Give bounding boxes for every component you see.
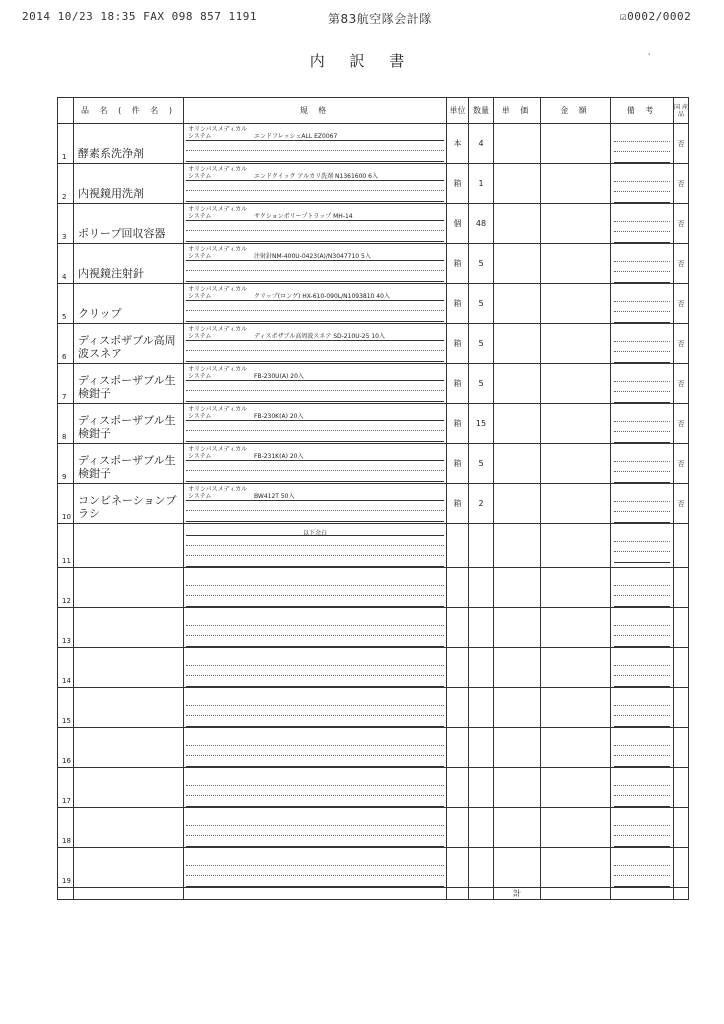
item-remarks	[611, 688, 674, 728]
item-remarks	[611, 244, 674, 284]
itemization-table	[57, 97, 689, 900]
item-domestic: 否	[674, 444, 689, 484]
item-qty: 15	[469, 404, 494, 444]
item-unit	[447, 608, 469, 648]
item-unit	[447, 768, 469, 808]
item-remarks	[611, 768, 674, 808]
item-unit-price	[494, 768, 541, 808]
item-unit-price	[494, 808, 541, 848]
item-unit: 箱	[447, 164, 469, 204]
item-spec	[184, 808, 447, 848]
item-name: ディスポーザブル生検鉗子	[74, 404, 184, 444]
item-qty: 5	[469, 364, 494, 404]
item-remarks	[611, 324, 674, 364]
item-amount	[541, 484, 611, 524]
table-row	[58, 164, 689, 204]
item-qty	[469, 808, 494, 848]
item-qty: 1	[469, 164, 494, 204]
item-remarks	[611, 524, 674, 568]
item-spec	[184, 244, 447, 284]
item-spec	[184, 568, 447, 608]
table-row	[58, 364, 689, 404]
row-number: 19	[58, 848, 74, 888]
row-number: 10	[58, 484, 74, 524]
spec-text: ディスポザブル高周波スネア SD-210U-25 10入	[254, 333, 385, 340]
maker-suffix: システム	[188, 453, 212, 460]
fax-header-sender: 第83航空隊会計隊	[328, 12, 432, 26]
item-spec	[184, 848, 447, 888]
item-unit-price	[494, 608, 541, 648]
row-number: 2	[58, 164, 74, 204]
item-amount	[541, 524, 611, 568]
table-row	[58, 568, 689, 608]
item-domestic	[674, 648, 689, 688]
item-spec	[184, 688, 447, 728]
item-name	[74, 848, 184, 888]
item-spec	[184, 484, 447, 524]
item-qty: 2	[469, 484, 494, 524]
item-spec	[184, 648, 447, 688]
item-spec	[184, 404, 447, 444]
item-unit	[447, 648, 469, 688]
item-remarks	[611, 808, 674, 848]
item-amount	[541, 688, 611, 728]
item-spec	[184, 124, 447, 164]
maker-suffix: システム	[188, 333, 212, 340]
item-domestic: 否	[674, 124, 689, 164]
maker-suffix: システム	[188, 413, 212, 420]
row-number: 17	[58, 768, 74, 808]
item-qty	[469, 848, 494, 888]
item-remarks	[611, 284, 674, 324]
maker-name: オリンパスメディカル	[188, 326, 248, 333]
col-unit: 単位	[447, 98, 469, 124]
item-qty: 5	[469, 324, 494, 364]
row-number: 12	[58, 568, 74, 608]
item-amount	[541, 728, 611, 768]
item-name: 内視鏡用洗剤	[74, 164, 184, 204]
item-unit: 本	[447, 124, 469, 164]
table-row	[58, 444, 689, 484]
item-qty: 48	[469, 204, 494, 244]
item-unit-price	[494, 484, 541, 524]
item-unit-price	[494, 568, 541, 608]
col-unit-price: 単 価	[494, 98, 541, 124]
item-domestic	[674, 728, 689, 768]
item-amount	[541, 284, 611, 324]
row-number	[58, 888, 74, 900]
item-unit-price	[494, 728, 541, 768]
total-row	[58, 888, 689, 900]
item-amount	[541, 164, 611, 204]
item-unit-price	[494, 404, 541, 444]
row-number: 18	[58, 808, 74, 848]
fax-header-left: 2014 10/23 18:35 FAX 098 857 1191	[22, 10, 258, 23]
row-number: 13	[58, 608, 74, 648]
spec-text: FB-231K(A) 20入	[254, 453, 304, 460]
item-spec	[184, 608, 447, 648]
item-domestic: 否	[674, 164, 689, 204]
item-name: ディスポザブル高周波スネア	[74, 324, 184, 364]
maker-name: オリンパスメディカル	[188, 286, 248, 293]
row-number: 9	[58, 444, 74, 484]
maker-suffix: システム	[188, 253, 212, 260]
maker-suffix: システム	[188, 493, 212, 500]
item-unit: 箱	[447, 404, 469, 444]
item-unit-price	[494, 688, 541, 728]
item-domestic: 否	[674, 404, 689, 444]
item-remarks	[611, 164, 674, 204]
item-domestic	[674, 808, 689, 848]
maker-name: オリンパスメディカル	[188, 126, 248, 133]
col-name: 品 名 ( 件 名 )	[74, 98, 184, 124]
spec-text: エンドクイック アルカリ洗剤 N1361600 6入	[254, 173, 378, 180]
item-qty	[469, 648, 494, 688]
col-qty: 数量	[469, 98, 494, 124]
item-unit	[447, 808, 469, 848]
col-spec: 規 格	[184, 98, 447, 124]
item-qty: 5	[469, 444, 494, 484]
item-unit-price	[494, 204, 541, 244]
row-number: 11	[58, 524, 74, 568]
item-remarks	[611, 444, 674, 484]
table-row	[58, 728, 689, 768]
header-row	[58, 98, 689, 124]
total-amount	[541, 888, 611, 900]
item-spec	[184, 524, 447, 568]
item-unit-price	[494, 284, 541, 324]
maker-suffix: システム	[188, 213, 212, 220]
maker-name: オリンパスメディカル	[188, 366, 248, 373]
item-qty	[469, 524, 494, 568]
spec-text: FB-230U(A) 20入	[254, 373, 304, 380]
maker-suffix: システム	[188, 293, 212, 300]
item-amount	[541, 244, 611, 284]
col-no	[58, 98, 74, 124]
item-spec	[184, 284, 447, 324]
item-remarks	[611, 404, 674, 444]
table-row	[58, 244, 689, 284]
maker-name: オリンパスメディカル	[188, 166, 248, 173]
item-name: コンビネーションブラシ	[74, 484, 184, 524]
item-spec	[184, 204, 447, 244]
table-row	[58, 524, 689, 568]
item-name	[74, 568, 184, 608]
row-number: 15	[58, 688, 74, 728]
item-remarks	[611, 484, 674, 524]
item-qty: 5	[469, 284, 494, 324]
item-unit	[447, 848, 469, 888]
item-domestic	[674, 768, 689, 808]
item-amount	[541, 404, 611, 444]
item-name	[74, 524, 184, 568]
spec-text: サクションポリープトラップ MH-14	[254, 213, 353, 220]
item-unit: 箱	[447, 444, 469, 484]
maker-name: オリンパスメディカル	[188, 246, 248, 253]
table-row	[58, 324, 689, 364]
table-row	[58, 484, 689, 524]
item-unit	[447, 688, 469, 728]
item-amount	[541, 364, 611, 404]
row-number: 3	[58, 204, 74, 244]
maker-name: オリンパスメディカル	[188, 446, 248, 453]
stray-mark: '	[648, 52, 651, 61]
item-amount	[541, 444, 611, 484]
row-number: 6	[58, 324, 74, 364]
item-domestic	[674, 608, 689, 648]
document-title: 内 訳 書	[309, 52, 415, 70]
item-remarks	[611, 568, 674, 608]
item-domestic: 否	[674, 204, 689, 244]
item-name: ポリープ回収容器	[74, 204, 184, 244]
table-row	[58, 404, 689, 444]
item-amount	[541, 204, 611, 244]
item-remarks	[611, 848, 674, 888]
maker-suffix: システム	[188, 133, 212, 140]
item-spec	[184, 164, 447, 204]
item-amount	[541, 808, 611, 848]
item-domestic: 否	[674, 284, 689, 324]
item-spec	[184, 324, 447, 364]
end-note: 以下余白	[186, 524, 444, 536]
item-amount	[541, 124, 611, 164]
item-unit-price	[494, 648, 541, 688]
item-qty	[469, 608, 494, 648]
item-spec	[184, 768, 447, 808]
table-row	[58, 848, 689, 888]
item-qty: 4	[469, 124, 494, 164]
maker-name: オリンパスメディカル	[188, 486, 248, 493]
item-name	[74, 728, 184, 768]
table-row	[58, 768, 689, 808]
item-name: 酵素系洗浄剤	[74, 124, 184, 164]
item-unit	[447, 524, 469, 568]
item-remarks	[611, 608, 674, 648]
item-qty: 5	[469, 244, 494, 284]
fax-header-page: ☑0002/0002	[620, 10, 692, 23]
item-unit: 箱	[447, 364, 469, 404]
row-number: 14	[58, 648, 74, 688]
item-unit: 箱	[447, 284, 469, 324]
spec-text: 注射針NM-400U-0423(A)/N3047710 5入	[254, 253, 371, 260]
item-unit-price	[494, 444, 541, 484]
col-domestic: 国 産 品	[674, 98, 689, 124]
item-unit-price	[494, 244, 541, 284]
item-domestic	[674, 568, 689, 608]
item-remarks	[611, 648, 674, 688]
item-remarks	[611, 728, 674, 768]
table-row	[58, 204, 689, 244]
item-spec	[184, 444, 447, 484]
item-amount	[541, 608, 611, 648]
item-domestic	[674, 688, 689, 728]
item-remarks	[611, 364, 674, 404]
item-name: 内視鏡注射針	[74, 244, 184, 284]
item-name	[74, 808, 184, 848]
row-number: 1	[58, 124, 74, 164]
item-unit-price	[494, 848, 541, 888]
spec-text: BW412T 50入	[254, 493, 295, 500]
maker-name: オリンパスメディカル	[188, 406, 248, 413]
item-amount	[541, 568, 611, 608]
spec-text: エンドフレッシュALL EZ0067	[254, 133, 338, 140]
item-amount	[541, 848, 611, 888]
item-unit: 個	[447, 204, 469, 244]
item-domestic	[674, 848, 689, 888]
item-remarks	[611, 204, 674, 244]
item-unit-price	[494, 164, 541, 204]
item-unit: 箱	[447, 244, 469, 284]
item-qty	[469, 728, 494, 768]
item-domestic: 否	[674, 324, 689, 364]
row-number: 8	[58, 404, 74, 444]
item-unit-price	[494, 324, 541, 364]
row-number: 5	[58, 284, 74, 324]
item-unit-price	[494, 364, 541, 404]
item-name	[74, 688, 184, 728]
item-unit	[447, 568, 469, 608]
item-domestic: 否	[674, 484, 689, 524]
row-number: 16	[58, 728, 74, 768]
maker-suffix: システム	[188, 373, 212, 380]
item-qty	[469, 768, 494, 808]
total-label: 計	[494, 888, 541, 900]
spec-text: FB-230K(A) 20入	[254, 413, 304, 420]
maker-suffix: システム	[188, 173, 212, 180]
item-unit-price	[494, 124, 541, 164]
item-domestic: 否	[674, 244, 689, 284]
table-row	[58, 284, 689, 324]
item-remarks	[611, 124, 674, 164]
item-spec	[184, 364, 447, 404]
table-row	[58, 808, 689, 848]
item-name: ディスポーザブル生検鉗子	[74, 364, 184, 404]
item-name	[74, 768, 184, 808]
item-unit	[447, 728, 469, 768]
table-row	[58, 608, 689, 648]
item-domestic: 否	[674, 364, 689, 404]
item-name: ディスポーザブル生検鉗子	[74, 444, 184, 484]
col-remarks: 備 考	[611, 98, 674, 124]
item-amount	[541, 648, 611, 688]
spec-text: クリップ(ロング) HX-610-090L/N1093810 40入	[254, 293, 390, 300]
row-number: 4	[58, 244, 74, 284]
item-unit: 箱	[447, 324, 469, 364]
item-domestic	[674, 524, 689, 568]
table-row	[58, 124, 689, 164]
table-row	[58, 688, 689, 728]
item-amount	[541, 324, 611, 364]
maker-name: オリンパスメディカル	[188, 206, 248, 213]
table-row	[58, 648, 689, 688]
row-number: 7	[58, 364, 74, 404]
item-spec	[184, 728, 447, 768]
item-name: クリップ	[74, 284, 184, 324]
item-name	[74, 608, 184, 648]
item-unit-price	[494, 524, 541, 568]
col-amount: 金 額	[541, 98, 611, 124]
item-qty	[469, 688, 494, 728]
item-name	[74, 648, 184, 688]
item-amount	[541, 768, 611, 808]
item-unit: 箱	[447, 484, 469, 524]
item-qty	[469, 568, 494, 608]
